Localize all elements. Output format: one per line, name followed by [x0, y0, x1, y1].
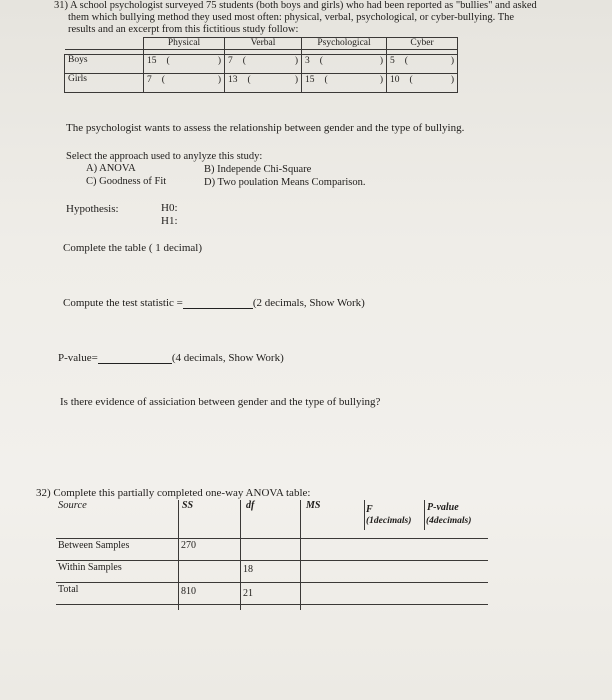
pvalue-blank[interactable] [98, 363, 172, 364]
header-verbal: Verbal [225, 38, 302, 50]
test-statistic-blank[interactable] [183, 308, 253, 309]
option-d: D) Two poulation Means Comparison. [204, 177, 366, 188]
table-header-row [65, 38, 458, 50]
anova-header-source: Source [58, 500, 87, 511]
anova-source-within: Within Samples [58, 562, 122, 573]
value-boys-verbal: 7 [228, 56, 233, 66]
value-boys-physical: 15 [147, 56, 157, 66]
bullying-contingency-table [64, 37, 458, 93]
anova-divider [364, 500, 365, 530]
anova-header-f-note: (1decimals) [366, 516, 412, 526]
q32-title: 32) Complete this partially completed one-way ANOVA table: [36, 487, 311, 499]
cell-girls-cyber: 10 ( ) [387, 74, 458, 93]
pvalue-line [58, 352, 284, 364]
anova-divider [178, 500, 179, 610]
anova-header-ss: SS [182, 500, 194, 511]
pvalue-note: (4 decimals, Show Work) [171, 352, 284, 364]
test-statistic-note: (2 decimals, Show Work) [252, 297, 365, 309]
anova-row-line [56, 604, 488, 605]
value-girls-cyber: 10 [390, 75, 400, 85]
cell-girls-psychological: 15 ( ) [302, 74, 387, 93]
anova-header-pvalue-note: (4decimals) [426, 516, 472, 526]
q31-intro-line-2: them which bullying method they used most often: physical, verbal, psychological, or cyber-bullying. The [68, 12, 515, 23]
cell-boys-psychological: 3 ( ) [302, 55, 387, 74]
anova-header-ms: MS [306, 500, 321, 511]
cell-boys-cyber: 5 ( ) [387, 55, 458, 74]
value-boys-cyber: 5 [390, 56, 395, 66]
header-physical: Physical [144, 38, 225, 50]
q31-intro-line-1: 31) A school psychologist surveyed 75 students (both boys and girls) who had been reported as "bullies" and asked [54, 0, 537, 11]
pvalue-label: P-value= [58, 352, 98, 364]
approach-prompt: Select the approach used to anylyze this study: [66, 151, 263, 162]
table-row-boys [65, 55, 458, 74]
anova-df-within: 18 [243, 564, 253, 575]
cell-boys-verbal: 7 ( ) [225, 55, 302, 74]
test-statistic-label: Compute the test statistic = [63, 297, 183, 309]
cell-girls-physical: 7 ( ) [144, 74, 225, 93]
value-girls-verbal: 13 [228, 75, 238, 85]
anova-divider [300, 500, 301, 610]
anova-df-total: 21 [243, 588, 253, 599]
anova-divider [240, 500, 241, 610]
hypothesis-label: Hypothesis: [66, 203, 119, 215]
option-a: A) ANOVA [86, 163, 136, 174]
h0-label: H0: [161, 202, 178, 214]
anova-row-line [56, 582, 488, 583]
cell-boys-physical: 15 ( ) [144, 55, 225, 74]
evidence-question: Is there evidence of assiciation between gender and the type of bullying? [60, 396, 381, 408]
header-cyber: Cyber [387, 38, 458, 50]
h1-label: H1: [161, 215, 178, 227]
anova-header-f: F [366, 504, 373, 515]
table-corner-cell [65, 38, 144, 50]
anova-header-df: df [246, 500, 255, 511]
cell-girls-verbal: 13 ( ) [225, 74, 302, 93]
complete-table-instruction: Complete the table ( 1 decimal) [63, 242, 202, 254]
option-b: B) Independe Chi-Square [204, 164, 312, 175]
value-girls-psychological: 15 [305, 75, 315, 85]
anova-ss-between: 270 [181, 540, 196, 551]
header-psychological: Psychological [302, 38, 387, 50]
anova-divider [424, 500, 425, 530]
anova-table [56, 500, 488, 610]
anova-row-line [56, 560, 488, 561]
q31-intro-line-3: results and an excerpt from this fictitious study follow: [68, 24, 299, 35]
anova-row-line [56, 538, 488, 539]
research-question: The psychologist wants to assess the relationship between gender and the type of bullying. [66, 122, 465, 134]
value-boys-psychological: 3 [305, 56, 310, 66]
anova-source-total: Total [58, 584, 79, 595]
anova-source-between: Between Samples [58, 540, 130, 551]
value-girls-physical: 7 [147, 75, 152, 85]
option-c: C) Goodness of Fit [86, 176, 167, 187]
row-label-girls: Girls [65, 74, 144, 93]
anova-header-pvalue: P-value [427, 502, 459, 513]
table-row-girls [65, 74, 458, 93]
test-statistic-line [63, 297, 365, 309]
anova-ss-total: 810 [181, 586, 196, 597]
row-label-boys: Boys [65, 55, 144, 74]
